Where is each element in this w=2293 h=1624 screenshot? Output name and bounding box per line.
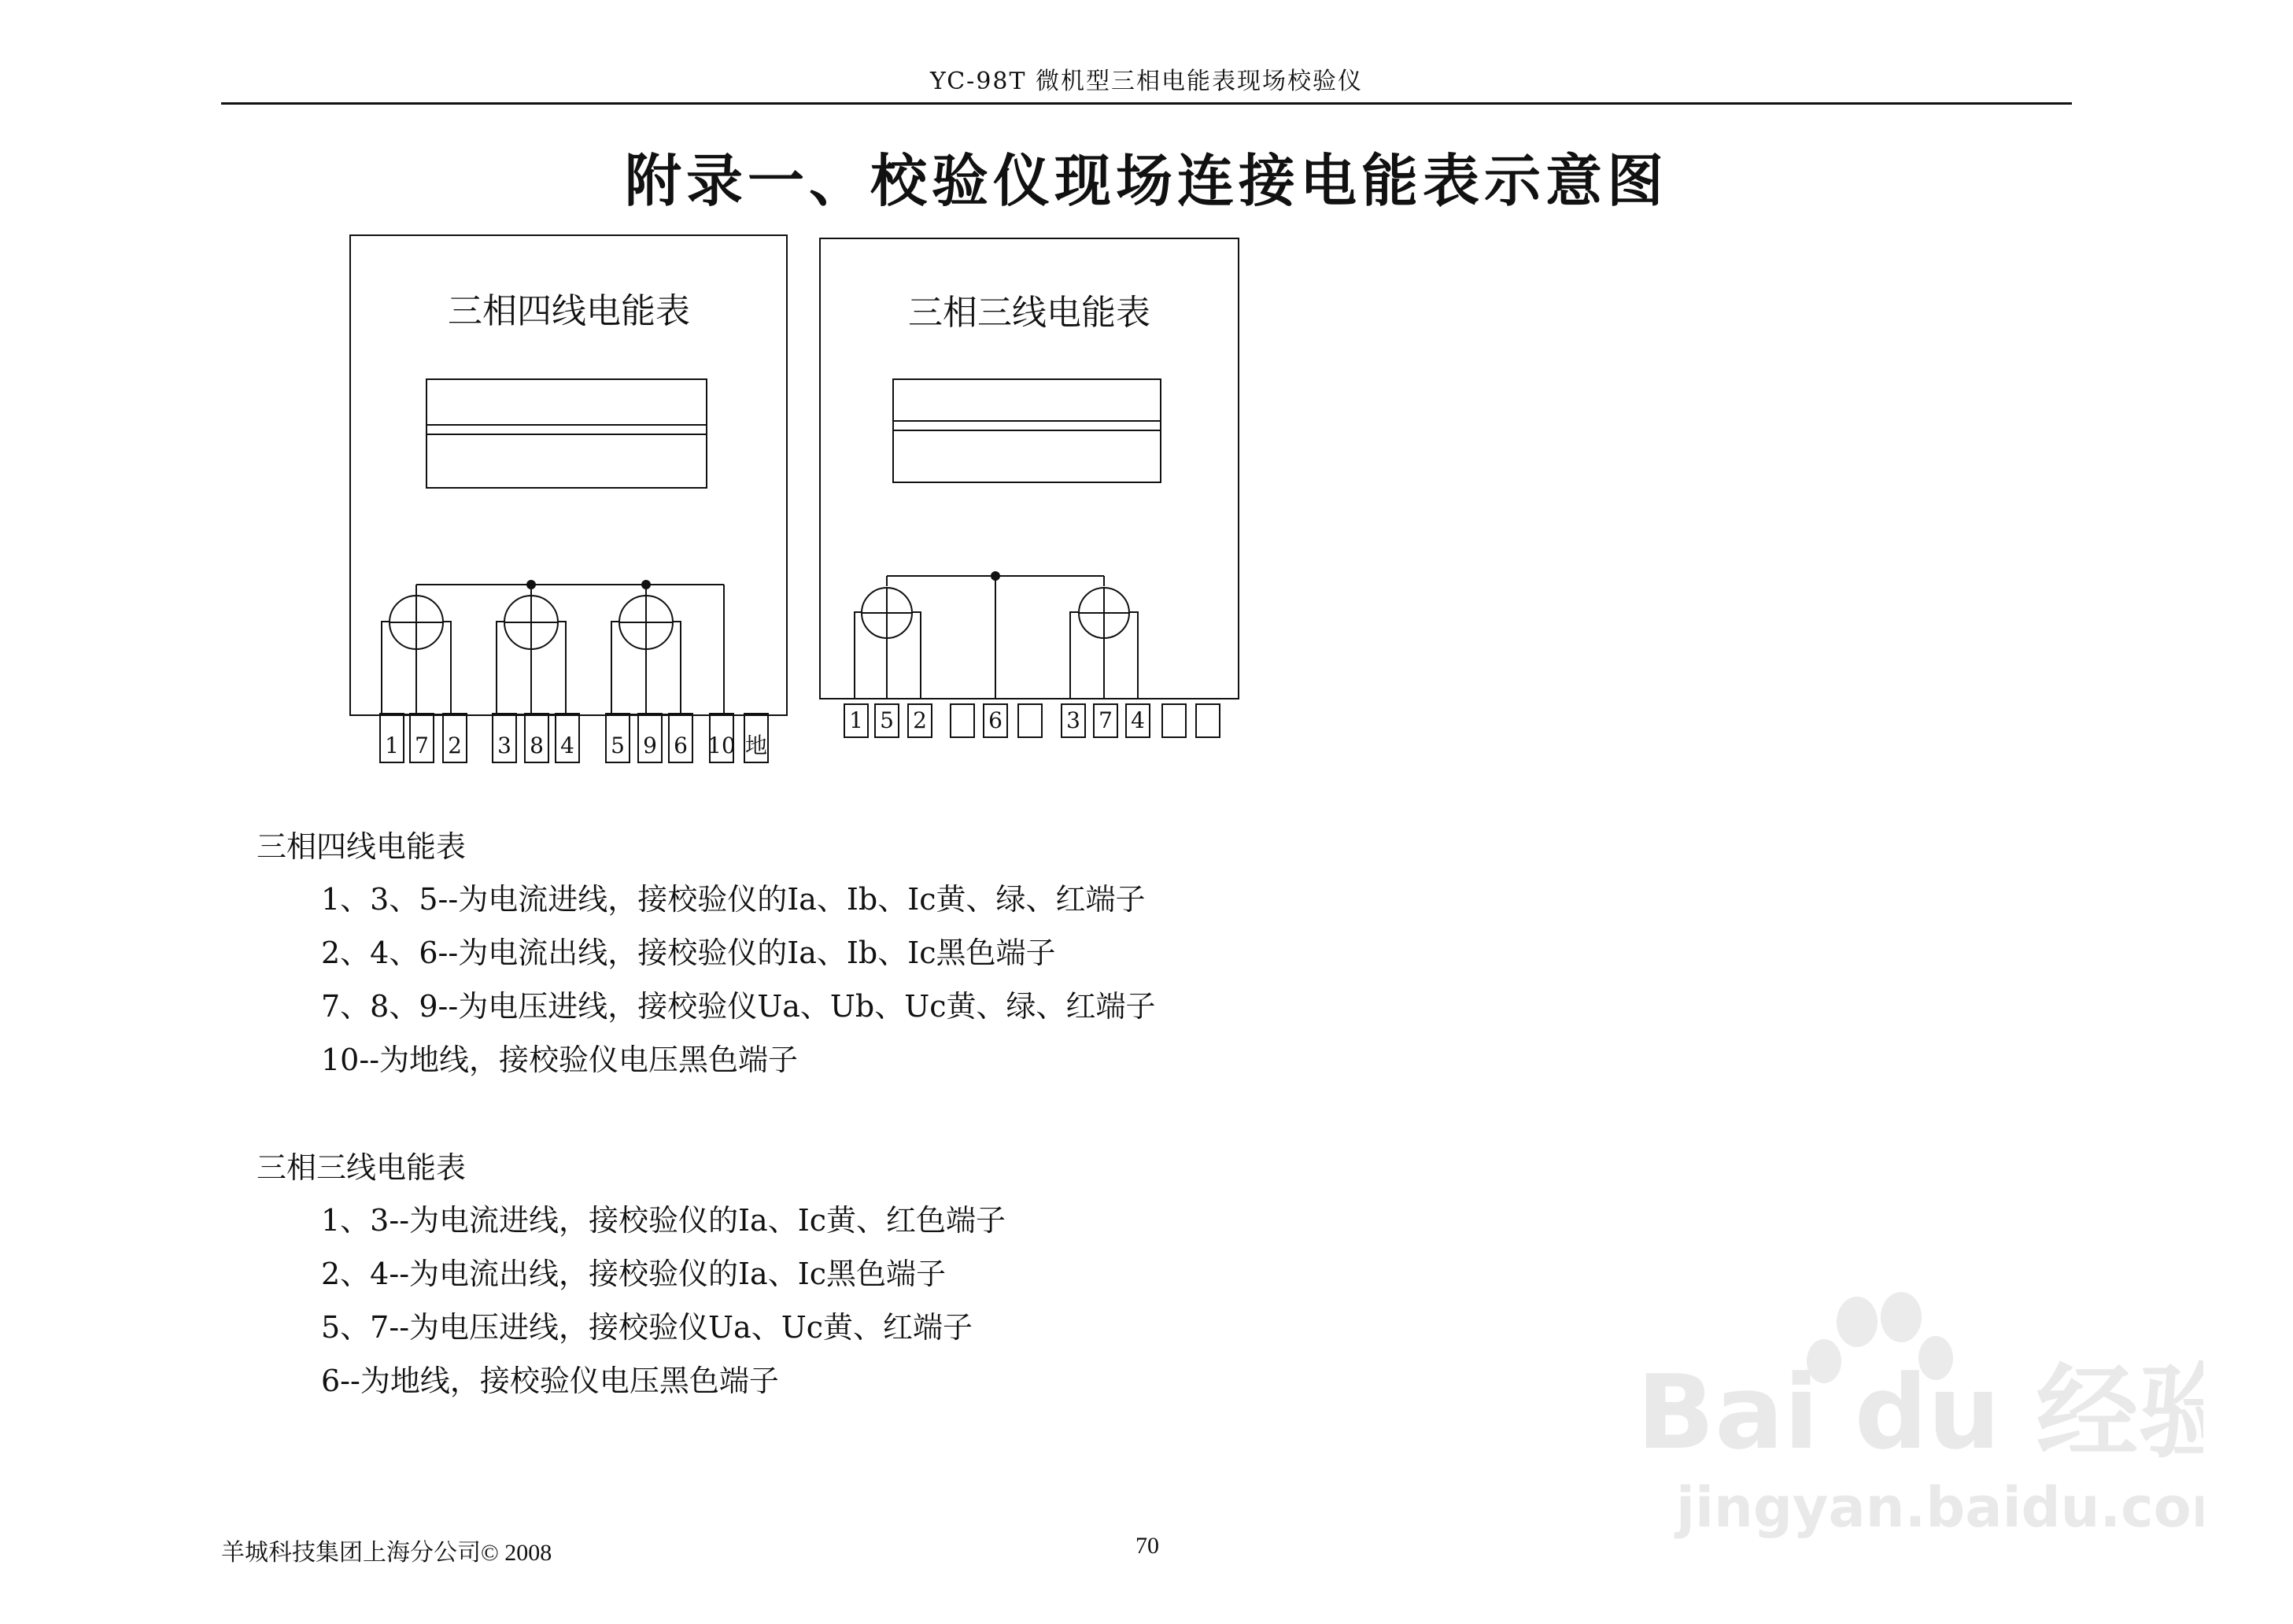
wiring-instruction: 1、3、5--为电流进线，接校验仪的Ia、Ib、Ic黄、绿、红端子: [321, 882, 1146, 917]
wiring-instruction: 2、4--为电流出线，接校验仪的Ia、Ic黑色端子: [321, 1257, 946, 1291]
footer-page-number: 70: [1135, 1533, 1159, 1559]
junction-dot: [527, 581, 535, 589]
terminal-label: 3: [497, 733, 511, 758]
current-element-a: [382, 596, 451, 714]
terminal-label: 1: [385, 733, 399, 758]
wiring-instruction: 10--为地线，接校验仪电压黑色端子: [321, 1043, 799, 1077]
terminal-label: 6: [988, 707, 1002, 733]
junction-dot: [642, 581, 650, 589]
terminal-label: 地: [744, 733, 768, 758]
header-title: YC-98T 微机型三相电能表现场校验仪: [929, 68, 1364, 95]
meter-three-wire-display: [893, 379, 1161, 482]
meter-four-wire-terminals: [380, 714, 768, 762]
meter-three-wire: [820, 238, 1239, 737]
terminal-label: 8: [530, 733, 544, 758]
current-element-b: [497, 596, 566, 714]
terminal-label: 2: [448, 733, 462, 758]
meter-four-wire-display: [426, 379, 707, 488]
footer-company: 羊城科技集团上海分公司© 2008: [221, 1540, 552, 1566]
paw-logo-icon: [1621, 1290, 2203, 1558]
junction-dot: [991, 572, 999, 580]
meter-three-wire-terminals: [844, 704, 1220, 737]
terminal-label: 7: [1098, 707, 1113, 733]
wiring-instruction: 2、4、6--为电流出线，接校验仪的Ia、Ib、Ic黑色端子: [321, 936, 1056, 970]
terminal-block: [1196, 704, 1220, 737]
terminal-label: 9: [643, 733, 657, 758]
terminal-block: [1162, 704, 1186, 737]
meter-four-wire: [350, 235, 787, 762]
terminal-block: [1018, 704, 1042, 737]
header-divider: [221, 102, 2072, 105]
current-element-a: [855, 588, 921, 699]
terminal-label: 4: [1131, 707, 1145, 733]
terminal-label: 5: [880, 707, 894, 733]
terminal-label: 4: [560, 733, 574, 758]
terminal-label: 6: [674, 733, 688, 758]
wiring-instruction: 7、8、9--为电压进线，接校验仪Ua、Ub、Uc黄、绿、红端子: [321, 989, 1156, 1024]
section-heading: 三相四线电能表: [257, 829, 467, 864]
terminal-label: 10: [707, 733, 736, 758]
section-heading: 三相三线电能表: [257, 1150, 467, 1185]
terminal-label: 3: [1066, 707, 1080, 733]
terminal-label: 2: [913, 707, 927, 733]
baidu-jingyan-watermark: [1621, 1290, 2203, 1558]
terminal-label: 7: [415, 733, 429, 758]
connection-diagram: [338, 232, 1267, 783]
terminal-block: [951, 704, 974, 737]
wiring-instruction: 1、3--为电流进线，接校验仪的Ia、Ic黄、红色端子: [321, 1203, 1006, 1238]
watermark-brand: Bai du 经验: [1637, 1353, 2203, 1472]
current-element-c: [611, 596, 681, 714]
meter-four-wire-label: 三相四线电能表: [448, 291, 690, 331]
page-title: 附录一、校验仪现场连接电能表示意图: [624, 147, 1668, 214]
wiring-instruction: 6--为地线，接校验仪电压黑色端子: [321, 1364, 779, 1398]
terminal-label: 1: [849, 707, 863, 733]
current-element-c: [1070, 588, 1138, 699]
wiring-instruction: 5、7--为电压进线，接校验仪Ua、Uc黄、红端子: [321, 1310, 973, 1345]
watermark-url: jingyan.baidu.com: [1676, 1475, 2203, 1540]
meter-three-wire-label: 三相三线电能表: [908, 293, 1150, 333]
terminal-label: 5: [611, 733, 625, 758]
